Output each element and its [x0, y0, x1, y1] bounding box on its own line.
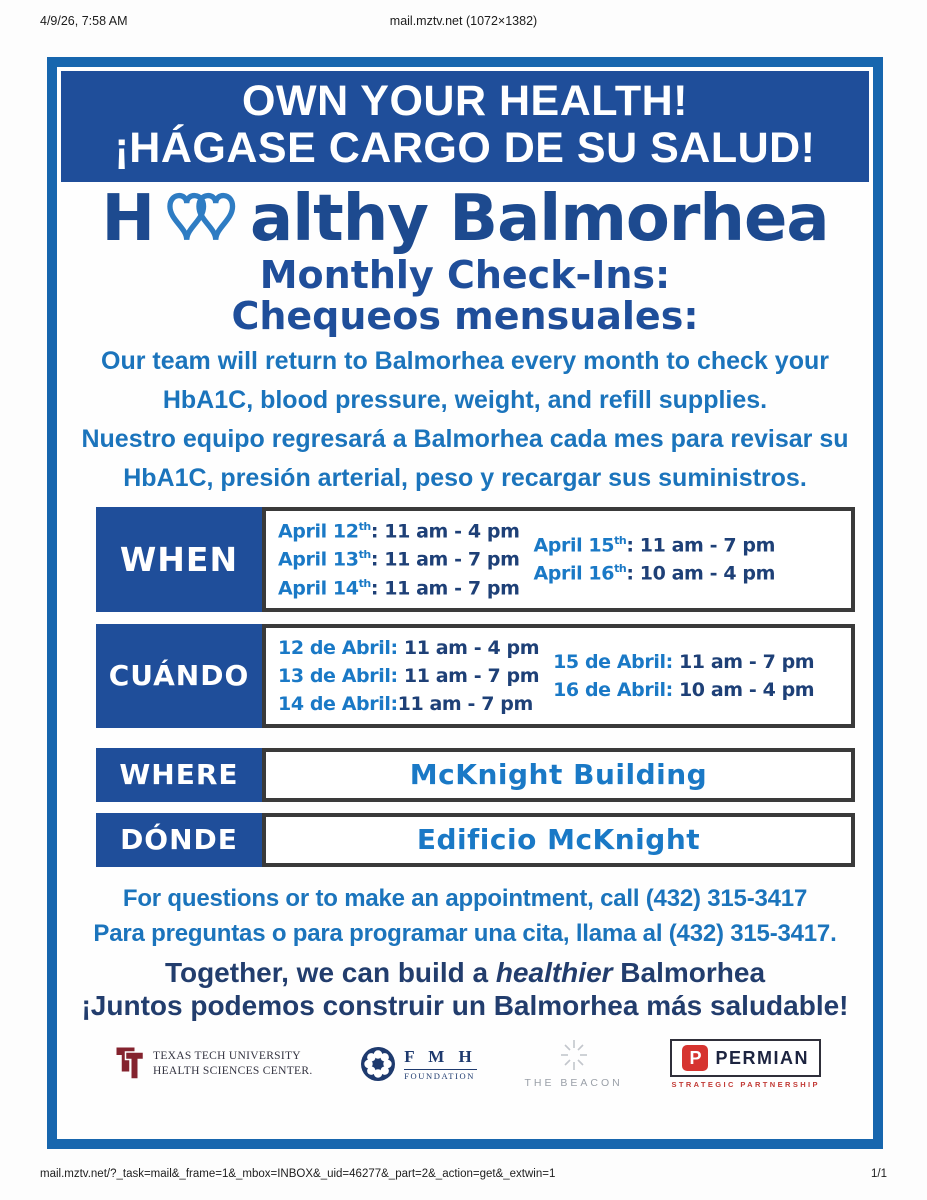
- entry-date: 16 de Abril:: [553, 678, 673, 701]
- two-hearts-icon: [154, 188, 250, 246]
- headline: [57, 252, 873, 338]
- fmh-name: F M H: [404, 1047, 477, 1067]
- where-value: McKnight Building: [262, 748, 855, 802]
- schedule-entry: [278, 637, 539, 659]
- donde-row: [96, 813, 855, 867]
- entry-time: : 11 am - 7 pm: [370, 548, 520, 571]
- closing-section: [57, 956, 873, 1023]
- entry-time: : 11 am - 4 pm: [370, 520, 520, 543]
- entry-date: 12 de Abril:: [278, 636, 398, 659]
- cuando-label: CUÁNDO: [96, 624, 262, 728]
- closing-en-post: Balmorhea: [612, 956, 766, 988]
- intro-line: HbA1C, blood pressure, weight, and refill supplies.: [162, 385, 768, 414]
- logo-text-post: althy Balmorhea: [250, 181, 829, 256]
- permian-name: PERMIAN: [715, 1047, 809, 1068]
- schedule-entry: [278, 693, 539, 715]
- banner-line-en: OWN YOUR HEALTH!: [242, 77, 688, 125]
- when-label: WHEN: [96, 507, 262, 612]
- print-title: mail.mztv.net (1072×1382): [389, 14, 538, 28]
- entry-time: 11 am - 7 pm: [672, 650, 815, 673]
- headline-en: Monthly Check-Ins:: [259, 252, 671, 297]
- fmh-logo: [360, 1046, 477, 1082]
- sunburst-icon: [557, 1040, 591, 1070]
- when-column-1: [278, 520, 520, 599]
- page-number: 1/1: [871, 1168, 887, 1180]
- schedule-entry: [534, 534, 776, 556]
- intro-line: HbA1C, presión arterial, peso y recargar sus suministros.: [123, 463, 807, 492]
- print-datetime: 4/9/26, 7:58 AM: [40, 14, 128, 28]
- permian-p-icon: P: [682, 1045, 708, 1071]
- schedule-entry: [278, 548, 520, 570]
- intro-line: Our team will return to Balmorhea every month to check your: [101, 346, 829, 375]
- flyer: [47, 57, 883, 1149]
- entry-date: April 14: [278, 576, 359, 599]
- contact-line-en: For questions or to make an appointment, call (432) 315-3417: [122, 884, 808, 912]
- entry-time: 10 am - 4 pm: [672, 678, 815, 701]
- print-url: mail.mztv.net/?_task=mail&_frame=1&_mbox=INBOX&_uid=46277&_part=2&_action=get&_extwin=1: [40, 1168, 556, 1180]
- contact-section: [57, 885, 873, 948]
- entry-time: : 11 am - 7 pm: [626, 534, 775, 557]
- cuando-row: [96, 624, 855, 728]
- schedule-entry: [553, 679, 814, 701]
- when-column-2: [534, 534, 776, 585]
- entry-date: April 16: [533, 562, 615, 585]
- permian-box: [670, 1039, 821, 1077]
- sponsor-logos: [115, 1039, 821, 1089]
- contact-line-es: Para preguntas o para programar una cita, llama al (432) 315-3417.: [93, 919, 837, 947]
- ordinal-suffix: th: [614, 534, 627, 547]
- intro-line: Nuestro equipo regresará a Balmorhea cada mes para revisar su: [81, 424, 849, 453]
- schedule-entry: [278, 665, 539, 687]
- ttu-line1: TEXAS TECH UNIVERSITY: [153, 1050, 301, 1063]
- ordinal-suffix: th: [358, 548, 371, 562]
- ordinal-suffix: th: [358, 576, 371, 590]
- when-schedule-box: [262, 507, 855, 612]
- permian-sub: STRATEGIC PARTNERSHIP: [671, 1080, 820, 1090]
- entry-date: 15 de Abril:: [553, 650, 673, 673]
- ttu-logo: [115, 1046, 313, 1082]
- healthy-balmorhea-logo: [57, 181, 873, 256]
- cuando-column-1: [278, 637, 539, 715]
- closing-line-es: ¡Juntos podemos construir un Balmorhea más saludable!: [81, 990, 849, 1022]
- where-label: WHERE: [96, 748, 262, 802]
- schedule-entry: [278, 520, 520, 542]
- intro-paragraph: [57, 347, 873, 493]
- beacon-logo: [524, 1040, 622, 1089]
- schedule-entry: [553, 651, 814, 673]
- ordinal-suffix: th: [358, 519, 371, 533]
- banner-line-es: ¡HÁGASE CARGO DE SU SALUD!: [114, 124, 816, 173]
- entry-time: 11 am - 4 pm: [397, 636, 540, 659]
- entry-time: : 10 am - 4 pm: [626, 562, 775, 585]
- schedule-entry: [534, 562, 776, 584]
- schedule-entry: [278, 577, 520, 599]
- closing-en-italic: healthier: [495, 956, 613, 988]
- fmh-text: [404, 1047, 477, 1081]
- where-row: [96, 748, 855, 802]
- entry-time: 11 am - 7 pm: [397, 692, 533, 715]
- print-header: [40, 14, 887, 32]
- donde-label: DÓNDE: [96, 813, 262, 867]
- cuando-schedule-box: [262, 624, 855, 728]
- entry-time: 11 am - 7 pm: [397, 664, 540, 687]
- entry-date: April 13: [278, 548, 359, 571]
- beacon-name: THE BEACON: [524, 1076, 623, 1089]
- logo-text-pre: H: [101, 181, 154, 256]
- headline-es: Chequeos mensuales:: [231, 293, 699, 338]
- ttu-text: [153, 1049, 313, 1079]
- print-footer: [40, 1168, 887, 1184]
- entry-date: 14 de Abril:: [278, 692, 398, 715]
- double-t-icon: [115, 1046, 145, 1082]
- permian-logo: [670, 1039, 821, 1089]
- entry-date: April 12: [278, 520, 359, 543]
- when-row: [96, 507, 855, 612]
- entry-time: : 11 am - 7 pm: [370, 576, 520, 599]
- entry-date: April 15: [533, 534, 615, 557]
- entry-date: 13 de Abril:: [278, 664, 398, 687]
- donde-value: Edificio McKnight: [262, 813, 855, 867]
- cuando-column-2: [553, 651, 814, 701]
- ordinal-suffix: th: [614, 562, 627, 576]
- closing-en-pre: Together, we can build a: [164, 956, 496, 988]
- ttu-line2: HEALTH SCIENCES CENTER.: [153, 1065, 313, 1078]
- banner: [61, 71, 869, 182]
- closing-line-en: [57, 956, 873, 990]
- rosette-icon: [360, 1046, 396, 1082]
- fmh-sub: FOUNDATION: [404, 1071, 475, 1082]
